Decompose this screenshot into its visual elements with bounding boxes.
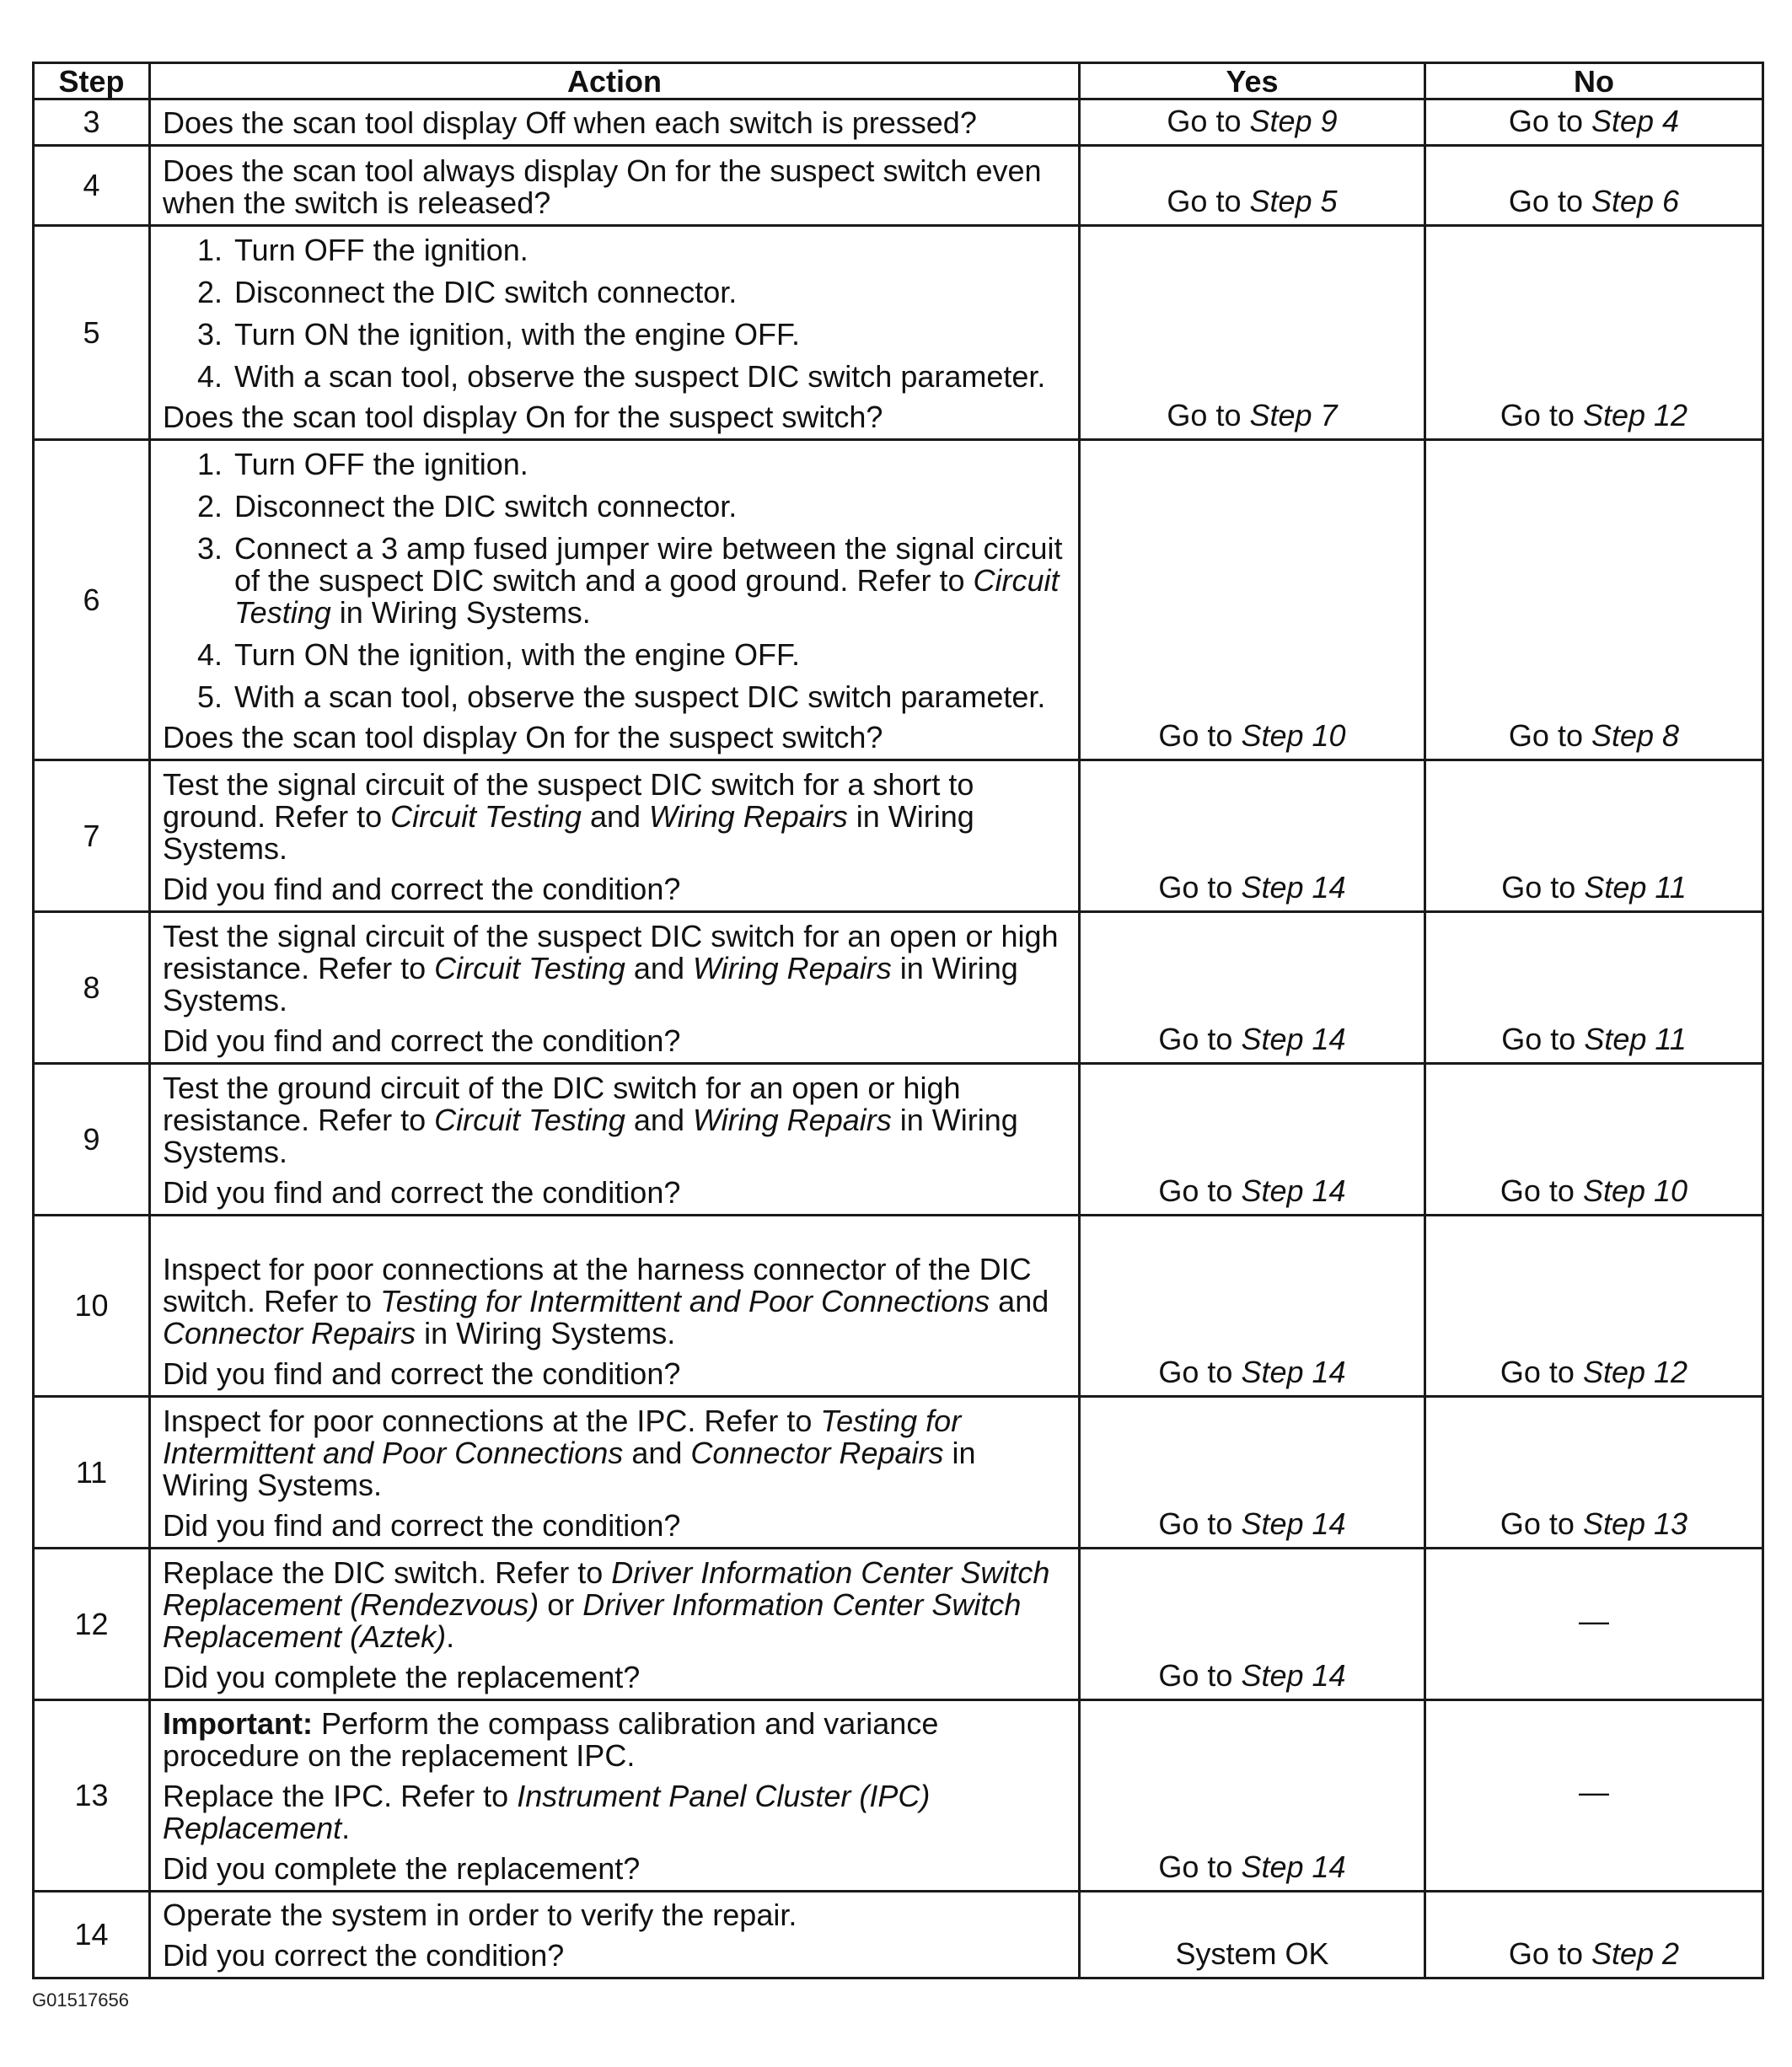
header-yes: Yes — [1080, 63, 1425, 99]
step-number: 6 — [34, 440, 150, 760]
action-cell — [150, 1064, 1080, 1216]
no-cell: Go to Step 12 — [1425, 226, 1763, 440]
table-row — [34, 1549, 1763, 1700]
list-item: 3. Connect a 3 amp fused jumper wire between the signal circuit of the suspect DIC switch and a good ground. Refer to Circuit Testing in Wiring Systems. — [231, 533, 1066, 629]
question: Did you complete the replacement? — [163, 1851, 641, 1886]
action-cell — [150, 1700, 1080, 1892]
table-row — [34, 912, 1763, 1064]
diagnostic-table — [32, 62, 1764, 1979]
yes-cell: Go to Step 9 — [1080, 99, 1425, 146]
no-cell: Go to Step 12 — [1425, 1216, 1763, 1397]
step-number: 3 — [34, 99, 150, 146]
question: Did you complete the replacement? — [163, 1660, 641, 1694]
question: Did you find and correct the condition? — [163, 1175, 681, 1210]
list-item: 2. Disconnect the DIC switch connector. — [231, 276, 1066, 309]
instruction: Test the ground circuit of the DIC switch for an open or high resistance. Refer to Circuit Testing and Wiring Repairs in Wiring Systems. — [163, 1071, 1018, 1169]
step-number: 8 — [34, 912, 150, 1064]
action-cell — [150, 99, 1080, 146]
action-cell — [150, 912, 1080, 1064]
action-cell — [150, 760, 1080, 912]
yes-cell: Go to Step 14 — [1080, 1549, 1425, 1700]
table-row — [34, 1700, 1763, 1892]
list-item: 2. Disconnect the DIC switch connector. — [231, 491, 1066, 523]
no-cell: Go to Step 2 — [1425, 1892, 1763, 1978]
action-cell — [150, 1216, 1080, 1397]
table-row — [34, 99, 1763, 146]
step-number: 13 — [34, 1700, 150, 1892]
question: Did you find and correct the condition? — [163, 1023, 681, 1058]
no-cell: Go to Step 13 — [1425, 1397, 1763, 1549]
step-number: 14 — [34, 1892, 150, 1978]
instruction: Inspect for poor connections at the IPC. Refer to Testing for Intermittent and Poor Connections and Connector Repairs in Wiring Systems. — [163, 1404, 976, 1502]
document-code: G01517656 — [32, 1989, 129, 2011]
yes-cell: Go to Step 14 — [1080, 1700, 1425, 1892]
header-row — [34, 63, 1763, 99]
table-row — [34, 1892, 1763, 1978]
step-number: 5 — [34, 226, 150, 440]
header-action: Action — [150, 63, 1080, 99]
step-number: 9 — [34, 1064, 150, 1216]
table-row — [34, 226, 1763, 440]
question: Did you find and correct the condition? — [163, 1356, 681, 1391]
list-item: 3. Turn ON the ignition, with the engine OFF. — [231, 319, 1066, 351]
yes-cell: Go to Step 14 — [1080, 1216, 1425, 1397]
instruction: Test the signal circuit of the suspect DIC switch for an open or high resistance. Refer to Circuit Testing and Wiring Repairs in Wiring Systems. — [163, 919, 1059, 1017]
question: Does the scan tool display Off when each switch is pressed? — [163, 105, 977, 140]
yes-cell: Go to Step 7 — [1080, 226, 1425, 440]
question: Did you find and correct the condition? — [163, 1508, 681, 1543]
yes-cell: Go to Step 5 — [1080, 146, 1425, 226]
procedure-list — [163, 234, 1066, 393]
header-step: Step — [34, 63, 150, 99]
list-item: 4. With a scan tool, observe the suspect DIC switch parameter. — [231, 361, 1066, 393]
no-cell: — — [1425, 1549, 1763, 1700]
yes-cell: Go to Step 14 — [1080, 760, 1425, 912]
important-note: Important: Perform the compass calibration and variance procedure on the replacement IPC. — [163, 1706, 939, 1773]
yes-cell: Go to Step 10 — [1080, 440, 1425, 760]
step-number: 12 — [34, 1549, 150, 1700]
yes-cell: System OK — [1080, 1892, 1425, 1978]
action-cell — [150, 146, 1080, 226]
no-cell: Go to Step 11 — [1425, 912, 1763, 1064]
step-number: 11 — [34, 1397, 150, 1549]
list-item: 1. Turn OFF the ignition. — [231, 234, 1066, 266]
question: Did you find and correct the condition? — [163, 872, 681, 906]
action-cell — [150, 1397, 1080, 1549]
no-cell: Go to Step 11 — [1425, 760, 1763, 912]
yes-cell: Go to Step 14 — [1080, 1397, 1425, 1549]
question: Did you correct the condition? — [163, 1938, 565, 1973]
no-cell: Go to Step 4 — [1425, 99, 1763, 146]
no-cell: — — [1425, 1700, 1763, 1892]
yes-cell: Go to Step 14 — [1080, 912, 1425, 1064]
step-number: 7 — [34, 760, 150, 912]
instruction: Replace the DIC switch. Refer to Driver Information Center Switch Replacement (Rendezvous) or Driver Information Center Switch Replacement (Aztek). — [163, 1555, 1050, 1654]
step-number: 4 — [34, 146, 150, 226]
action-cell — [150, 1549, 1080, 1700]
no-cell: Go to Step 6 — [1425, 146, 1763, 226]
table-row — [34, 146, 1763, 226]
question: Does the scan tool display On for the suspect switch? — [163, 400, 883, 434]
action-cell — [150, 226, 1080, 440]
question: Does the scan tool always display On for the suspect switch even when the switch is released? — [163, 153, 1042, 220]
table-row — [34, 1397, 1763, 1549]
procedure-list — [163, 448, 1066, 713]
instruction: Operate the system in order to verify the repair. — [163, 1898, 797, 1932]
table-row — [34, 1216, 1763, 1397]
table-row — [34, 760, 1763, 912]
table-row — [34, 440, 1763, 760]
instruction: Inspect for poor connections at the harness connector of the DIC switch. Refer to Testing for Intermittent and Poor Connections and Connector Repairs in Wiring Systems. — [163, 1252, 1049, 1350]
step-number: 10 — [34, 1216, 150, 1397]
action-cell — [150, 1892, 1080, 1978]
list-item: 1. Turn OFF the ignition. — [231, 448, 1066, 481]
yes-cell: Go to Step 14 — [1080, 1064, 1425, 1216]
no-cell: Go to Step 10 — [1425, 1064, 1763, 1216]
instruction: Replace the IPC. Refer to Instrument Panel Cluster (IPC) Replacement. — [163, 1779, 931, 1845]
question: Does the scan tool display On for the suspect switch? — [163, 720, 883, 754]
action-cell — [150, 440, 1080, 760]
instruction: Test the signal circuit of the suspect DIC switch for a short to ground. Refer to Circuit Testing and Wiring Repairs in Wiring Systems. — [163, 767, 974, 866]
list-item: 4. Turn ON the ignition, with the engine OFF. — [231, 639, 1066, 671]
table-row — [34, 1064, 1763, 1216]
header-no: No — [1425, 63, 1763, 99]
list-item: 5. With a scan tool, observe the suspect DIC switch parameter. — [231, 681, 1066, 713]
no-cell: Go to Step 8 — [1425, 440, 1763, 760]
